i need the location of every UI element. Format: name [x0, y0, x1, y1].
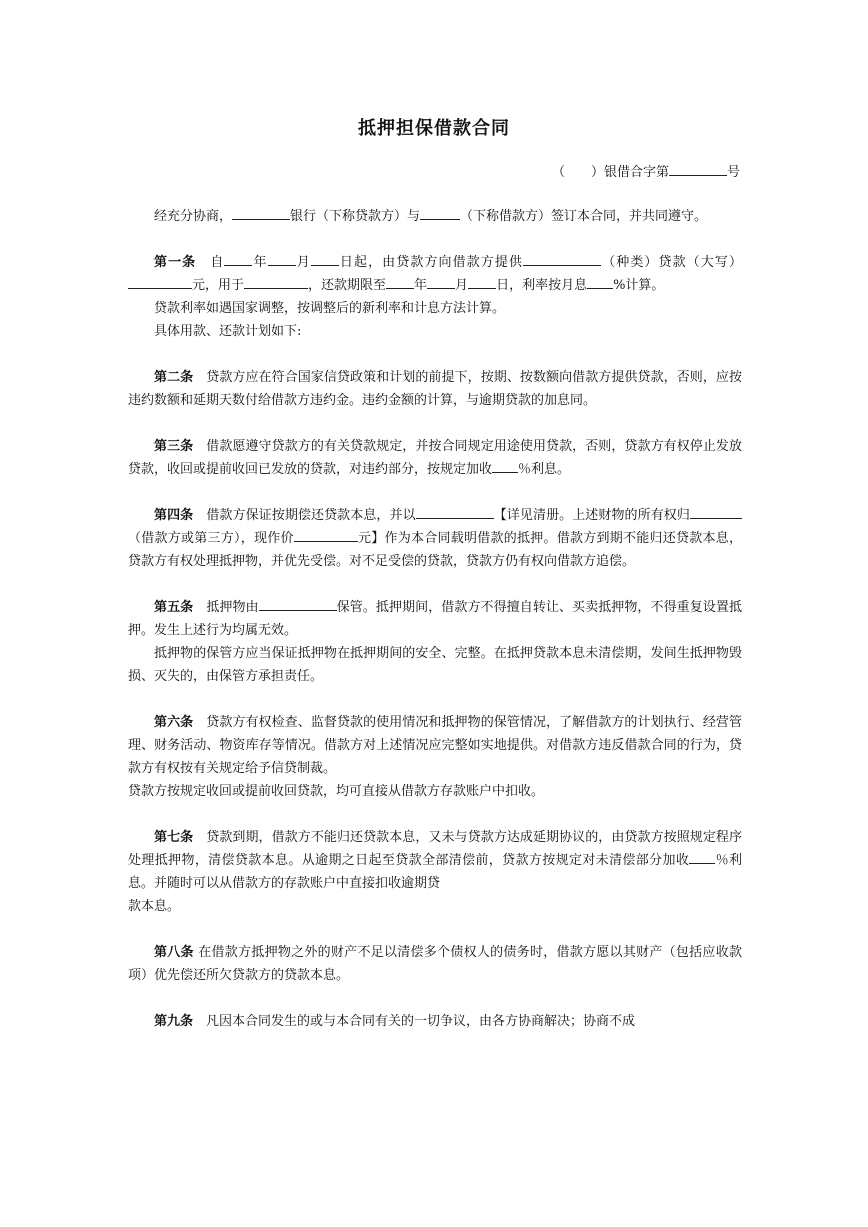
preamble	[128, 205, 742, 228]
collateral-blank[interactable]	[416, 504, 494, 519]
clause-6	[128, 711, 742, 780]
clause-1	[128, 251, 742, 297]
clause-text: 在借款方抵押物之外的财产不足以清偿多个债权人的债务时，借款方愿以其财产（包括应收款项）优先偿还所欠贷款方的贷款本息。	[128, 945, 742, 983]
clause-heading: 第四条	[154, 508, 194, 523]
clause-text: （种类）贷款（大写）	[601, 255, 742, 270]
clause-heading: 第二条	[154, 370, 194, 385]
clause-text: 保管。抵押期间，借款方不得擅自转让、买卖抵押物，不得重复设置抵押。发生上述行为均属无效。	[128, 600, 742, 638]
clause-text: 自	[210, 255, 225, 270]
document-body	[128, 205, 742, 1033]
clause-text: ％利息。	[518, 462, 571, 477]
clause-1-sub-2: 具体用款、还款计划如下:	[154, 324, 302, 339]
clause-7-continuation: 款本息。	[128, 899, 181, 914]
clause-text: 元】作为本合同载明借款的抵押。借款方到期不能归还贷款本息，贷款方有权处理抵押物，并优先受偿。对不足受偿的贷款，贷款方仍有权向借款方追偿。	[128, 531, 742, 569]
clause-text: 借款方保证按期偿还贷款本息，并以	[206, 508, 416, 523]
borrower-name-blank[interactable]	[420, 205, 460, 220]
valuation-blank[interactable]	[294, 527, 358, 542]
due-year-blank[interactable]	[386, 274, 414, 289]
clause-5-sub-1: 抵押物的保管方应当保证抵押物在抵押期间的安全、完整。在抵押贷款本息未清偿期，发间生抵押物毁损、灭失的，由保管方承担责任。	[128, 646, 742, 684]
clause-3	[128, 435, 742, 481]
clause-5	[128, 596, 742, 642]
clause-heading: 第六条	[154, 715, 194, 730]
due-day-blank[interactable]	[468, 274, 496, 289]
contract-number-prefix: （ ）银借合字第	[551, 165, 669, 180]
clause-text: 【详见清册。上述财物的所有权归	[493, 508, 690, 523]
contract-number-line	[552, 161, 740, 180]
clause-text: 凡因本合同发生的或与本合同有关的一切争议，由各方协商解决；协商不成	[206, 1014, 636, 1029]
clause-text: 日，利率按月息	[496, 278, 588, 293]
loan-type-blank[interactable]	[523, 251, 601, 266]
clause-text: 元，用于	[192, 278, 245, 293]
clause-1-sub-1: 贷款利率如遇国家调整，按调整后的新利率和计息方法计算。	[154, 301, 506, 316]
clause-text: 月	[455, 278, 469, 293]
overdue-interest-blank[interactable]	[689, 849, 715, 864]
clause-heading: 第九条	[154, 1014, 194, 1029]
start-day-blank[interactable]	[311, 251, 339, 266]
clause-heading: 第七条	[154, 830, 194, 845]
clause-heading: 第三条	[154, 439, 194, 454]
clause-text: 贷款到期，借款方不能归还贷款本息，又未与贷款方达成延期协议的，由贷款方按照规定程序处理抵押物，清偿贷款本息。从逾期之日起至贷款全部清偿前，贷款方按规定对未清偿部分加收	[128, 830, 742, 868]
start-year-blank[interactable]	[224, 251, 252, 266]
clause-heading: 第一条	[154, 255, 197, 270]
clause-text: 贷款方应在符合国家信贷政策和计划的前提下，按期、按数额向借款方提供贷款，否则，应按违约数额和延期天数付给借款方违约金。违约金额的计算，与逾期贷款的加息同。	[128, 370, 742, 408]
clause-6-sub-1: 贷款方按规定收回或提前收回贷款，均可直接从借款方存款账户中扣收。	[128, 784, 545, 799]
clause-text: %计算。	[613, 278, 665, 293]
clause-text: ％利息。并随时可以从借款方的存款账户中直接扣收逾期贷	[128, 853, 742, 891]
clause-4	[128, 504, 742, 573]
preamble-text: （下称借款方）签订本合同，并共同遵守。	[460, 209, 708, 224]
clause-heading: 第五条	[154, 600, 194, 615]
contract-number-suffix: 号	[726, 165, 740, 180]
amount-blank[interactable]	[128, 274, 192, 289]
clause-text: （借款方或第三方），现作价	[128, 531, 294, 546]
clause-text: 日起，由贷款方向借款方提供	[338, 255, 524, 270]
bank-name-blank[interactable]	[232, 205, 290, 220]
clause-7	[128, 826, 742, 895]
clause-8	[128, 941, 742, 987]
owner-blank[interactable]	[690, 504, 742, 519]
start-month-blank[interactable]	[268, 251, 296, 266]
preamble-text: 经充分协商，	[154, 209, 233, 224]
penalty-interest-blank[interactable]	[492, 458, 518, 473]
clause-text: 贷款方有权检查、监督贷款的使用情况和抵押物的保管情况，了解借款方的计划执行、经营管理、财务活动、物资库存等情况。借款方对上述情况应完整如实地提供。对借款方违反借款合同的行为，贷款方有权按有关规定给予信贷制裁。	[128, 715, 742, 776]
preamble-text: 银行（下称贷款方）与	[290, 209, 421, 224]
custodian-blank[interactable]	[259, 596, 337, 611]
purpose-blank[interactable]	[244, 274, 308, 289]
clause-text: 年	[414, 278, 428, 293]
document-title: 抵押担保借款合同	[358, 118, 510, 139]
due-month-blank[interactable]	[427, 274, 455, 289]
clause-text: 年	[252, 255, 268, 270]
clause-text: 月	[295, 255, 311, 270]
clause-text: ，还款期限至	[308, 278, 387, 293]
clause-text: 抵押物由	[206, 600, 259, 615]
interest-rate-blank[interactable]	[587, 274, 613, 289]
contract-number-blank[interactable]	[669, 161, 727, 176]
clause-2	[128, 366, 742, 412]
clause-heading: 第八条	[154, 945, 194, 960]
clause-text: 借款愿遵守贷款方的有关贷款规定，并按合同规定用途使用贷款，否则，贷款方有权停止发放贷款，收回或提前收回已发放的贷款，对违约部分，按规定加收	[128, 439, 742, 477]
clause-9	[128, 1010, 742, 1033]
